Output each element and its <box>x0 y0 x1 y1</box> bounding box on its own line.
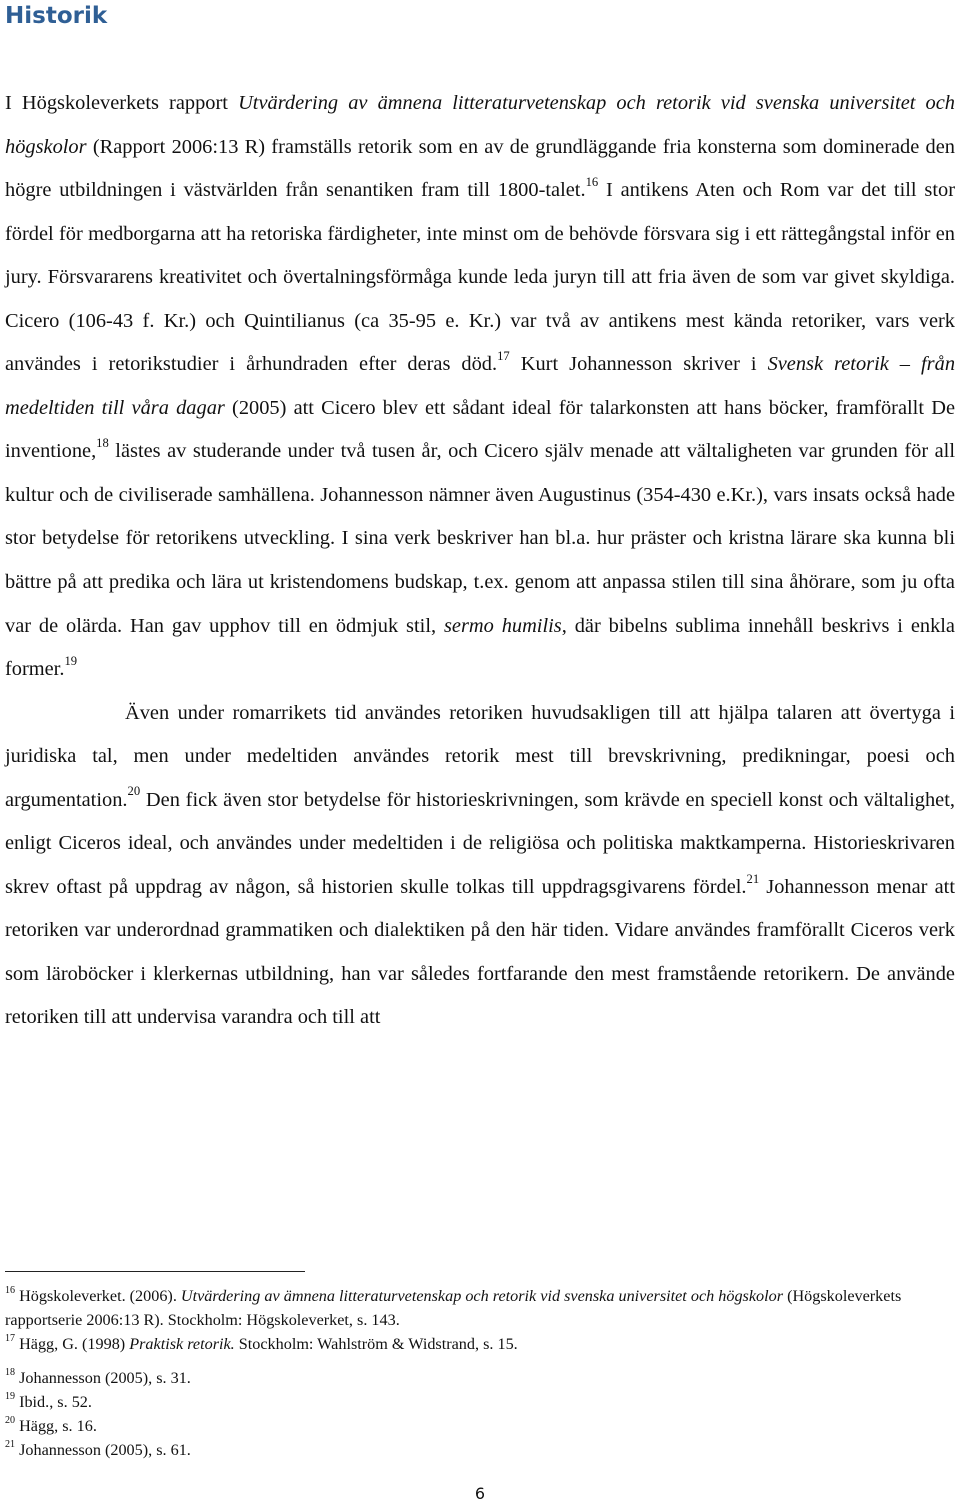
text-segment: Även under romarrikets tid användes retoriken huvudsakligen till att hjälpa talaren att övertyga i juridiska tal, men under medeltiden användes retorik mest till brevskrivning, predikningar, poesi och argumentation. <box>5 701 955 811</box>
footnote <box>5 1438 955 1462</box>
text-segment: Stockholm: Wahlström & Widstrand, s. 15. <box>234 1335 518 1353</box>
footnote-ref: 21 <box>746 871 760 886</box>
text-segment: Johannesson menar att retoriken var underordnad grammatiken och dialektiken på den här tiden. Vidare användes framförallt Ciceros verk som läroböcker i klerkernas utbildning, han var således fortfarande den mest framstående retorikern. De använde retoriken till att undervisa varandra och till att <box>5 875 955 1029</box>
italic-text: Svensk retorik – från medeltiden till våra dagar <box>5 353 956 419</box>
text-segment: I antikens Aten och Rom var det till stor fördel för medborgarna att ha retoriska färdigheter, inte minst om de behövde försvara sig i ett rättegångstal inför en jury. Försvararens kreativitet och övertalningsförmåga kunde leda juryn till att fria även de som var givet skyldiga. Cicero (106-43 f. Kr.) och Quintilianus (ca 35-95 e. Kr.) var två av antikens mest kända retoriker, vars verk användes i retorikstudier i århundraden efter deras död. <box>5 179 955 376</box>
footnote-ref: 18 <box>96 436 109 451</box>
footnote <box>5 1414 955 1438</box>
footnote-ref: 17 <box>497 348 510 363</box>
footnote-number: 16 <box>5 1284 16 1296</box>
footnote <box>5 1284 955 1332</box>
text-segment: Hägg, G. (1998) <box>15 1335 130 1353</box>
footnote-ref: 16 <box>585 174 599 189</box>
text-segment: Johannesson (2005), s. 61. <box>15 1441 191 1459</box>
paragraph <box>5 692 955 1040</box>
section-heading: Historik <box>5 3 108 29</box>
footnote-ref: 19 <box>64 653 78 668</box>
footnote-ref: 20 <box>127 784 141 799</box>
text-segment: Högskoleverket. (2006). <box>15 1287 181 1305</box>
footnote-number: 19 <box>5 1390 16 1402</box>
text-segment: Den fick även stor betydelse för historieskrivningen, som krävde en speciell konst och vältalighet, enligt Ciceros ideal, och användes under medeltiden i de religiösa och politiska maktkamperna. Historieskrivaren skrev oftast på uppdrag av någon, så historien skulle tolkas till uppdragsgivarens fördel. <box>5 788 955 898</box>
footnote <box>5 1332 955 1356</box>
text-segment: Johannesson (2005), s. 31. <box>15 1369 191 1387</box>
italic-text: sermo humilis <box>443 614 562 637</box>
footnote-number: 17 <box>5 1332 16 1344</box>
text-segment: Ibid., s. 52. <box>15 1393 92 1411</box>
page-number: 6 <box>474 1484 486 1503</box>
body-text <box>5 82 955 1040</box>
footnote-number: 18 <box>5 1366 16 1378</box>
footnote <box>5 1366 955 1390</box>
footnote-number: 20 <box>5 1414 16 1426</box>
text-segment: Kurt Johannesson skriver i <box>509 353 768 376</box>
italic-text: Praktisk retorik. <box>129 1335 235 1353</box>
text-segment: Hägg, s. 16. <box>15 1417 97 1435</box>
text-segment: , där bibelns sublima innehåll beskrivs i enkla former. <box>5 614 955 681</box>
paragraph <box>5 82 955 692</box>
text-segment: I Högskoleverkets rapport <box>5 92 239 114</box>
footnote <box>5 1390 955 1414</box>
italic-text: Utvärdering av ämnena litteraturvetenskap och retorik vid svenska universitet och högskolor <box>180 1287 784 1305</box>
footnote-number: 21 <box>5 1438 16 1450</box>
footnote-separator <box>5 1271 305 1272</box>
footnotes <box>5 1284 955 1462</box>
italic-text: Utvärdering av ämnena litteraturvetenskap och retorik vid svenska universitet och högskolor <box>5 92 955 158</box>
text-segment: (2005) att Cicero blev ett sådant ideal för talarkonsten att hans böcker, framförallt De inventione, <box>5 396 955 463</box>
text-segment: (Rapport 2006:13 R) framställs retorik som en av de grundläggande fria konsterna som dominerade den högre utbildningen i västvärlden från senantiken fram till 1800-talet. <box>5 135 955 202</box>
text-segment: (Högskoleverkets rapportserie 2006:13 R). Stockholm: Högskoleverket, s. 143. <box>5 1287 902 1329</box>
text-segment: lästes av studerande under två tusen år, och Cicero själv menade att vältaligheten var grunden för all kultur och de civiliserade samhällena. Johannesson nämner även Augustinus (354-430 e.Kr.), vars insats också hade stor betydelse för retorikens utveckling. I sina verk beskriver han bl.a. hur präster och kristna lärare ska kunna bli bättre på att predika och lära ut kristendomens budskap, t.ex. genom att anpassa stilen till sina åhörare, som ju ofta var de olärda. Han gav upphov till en ödmjuk stil, <box>5 440 955 637</box>
